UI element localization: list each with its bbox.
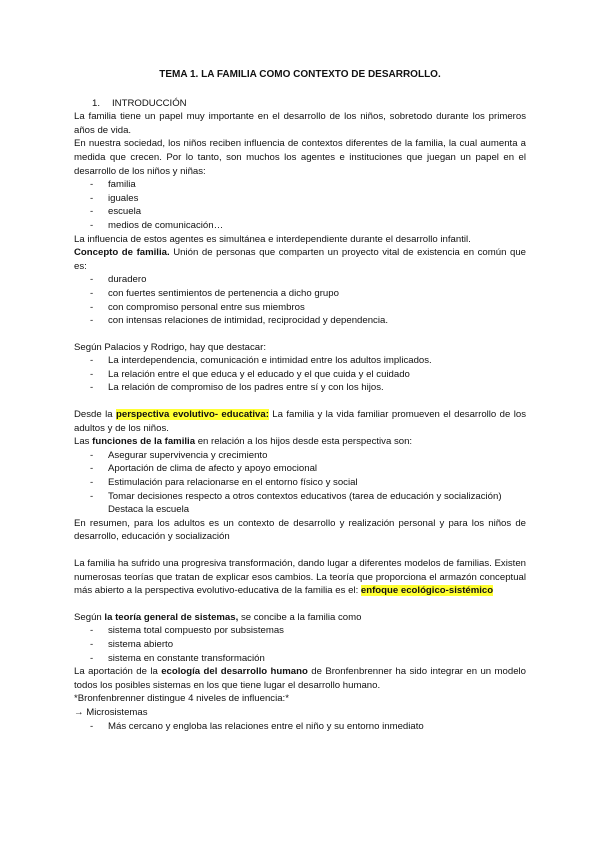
funciones-list [74,449,526,517]
text-run: de Bronfenbrenner ha sido integrar en un modelo todos los posibles sistemas en los que tiene lugar el desarrollo humano. [74,666,526,691]
text-run: Según [74,611,105,623]
highlighted-term: perspectiva evolutivo- educativa: [116,409,269,421]
list-item: - con intensas relaciones de intimidad, reciprocidad y dependencia. [74,314,526,328]
paragraph-bronfenbrenner: *Bronfenbrenner distingue 4 niveles de influencia:* [74,693,289,705]
list-item: - La relación de compromiso de los padres entre sí y con los hijos. [74,381,526,395]
list-item: - sistema total compuesto por subsistemas [74,624,526,638]
microsistemas-list [74,720,526,734]
paragraph-influencia: La influencia de estos agentes es simultánea e interdependiente durante el desarrollo infantil. [74,233,471,245]
text-run: en relación a los hijos desde esta perspectiva son: [195,436,413,448]
list-item: - Tomar decisiones respecto a otros contextos educativos (tarea de educación y socialización) Destaca la escuela [74,490,526,517]
text-run: La familia ha sufrido una progresiva transformación, dando lugar a diferentes modelos de familias. Existen numerosas teorías que tratan de explicar esos cambios. La teoría que proporciona el armazón conceptual más abierto a la perspectiva evolutivo-educativa de la familia es el: [74,558,526,597]
microsistemas-label: Microsistemas [83,706,148,718]
text-run: La familia y la vida familiar promueven el desarrollo de los adultos y de los niños. [74,409,526,434]
section-heading-introduccion [74,97,526,111]
highlighted-term: enfoque ecológico-sistémico [360,585,494,597]
paragraph-intro: La familia tiene un papel muy importante en el desarrollo de los niños, sobretodo durante los primeros años de vida. [74,111,526,136]
list-item: - Asegurar supervivencia y crecimiento [74,449,526,463]
document-title: TEMA 1. LA FAMILIA COMO CONTEXTO DE DESARROLLO. [159,69,441,80]
list-item: - La interdependencia, comunicación e intimidad entre los adultos implicados. [74,354,526,368]
palacios-list [74,354,526,395]
list-item: - Aportación de clima de afecto y apoyo emocional [74,462,526,476]
paragraph-transformacion [74,557,526,598]
list-item: - con compromiso personal entre sus miembros [74,301,526,315]
list-item: - sistema abierto [74,638,526,652]
section-label: INTRODUCCIÓN [112,97,187,109]
list-item: - La relación entre el que educa y el educado y el que cuida y el cuidado [74,368,526,382]
arrow-icon: → [74,706,84,718]
text-run: se concibe a la familia como [238,611,362,623]
microsistemas-heading [74,706,526,720]
paragraph-palacios: Según Palacios y Rodrigo, hay que destacar: [74,341,266,353]
paragraph-perspectiva [74,408,526,435]
paragraph-funciones [74,435,526,449]
list-item: - sistema en constante transformación [74,652,526,666]
list-item: - iguales [74,192,526,206]
paragraph-resumen: En resumen, para los adultos es un contexto de desarrollo y realización personal y para los niños de desarrollo, educación y socialización [74,517,526,543]
paragraph-ecologia [74,665,526,692]
paragraph-sociedad: En nuestra sociedad, los niños reciben influencia de contextos diferentes de la familia, la cual aumenta a medida que crecen. Por lo tanto, son muchos los agentes e instituciones que juegan un papel en el desarrollo de los niños y niñas: [74,138,526,177]
concepto-text: Unión de personas que comparten un proyecto vital de existencia en común que es: [74,247,526,272]
bold-term: la teoría general de sistemas, [104,611,239,623]
paragraph-concepto [74,246,526,273]
section-number: 1. [92,97,101,109]
list-item: - medios de comunicación… [74,219,526,233]
agents-list [74,178,526,232]
list-item: - con fuertes sentimientos de pertenencia a dicho grupo [74,287,526,301]
list-item: - Estimulación para relacionarse en el entorno físico y social [74,476,526,490]
paragraph-sistemas [74,611,526,625]
list-item: - duradero [74,273,526,287]
bold-term: ecología del desarrollo humano [161,666,308,678]
concepto-label: Concepto de familia. [74,247,170,259]
text-run: Las [74,436,93,448]
text-run: Desde la [74,409,116,421]
sistemas-list [74,624,526,665]
list-item: - escuela [74,205,526,219]
list-item: - familia [74,178,526,192]
bold-term: funciones de la familia [92,436,196,448]
list-item: - Más cercano y engloba las relaciones entre el niño y su entorno inmediato [74,720,526,734]
text-run: La aportación de la [74,666,162,678]
concepto-list [74,273,526,327]
